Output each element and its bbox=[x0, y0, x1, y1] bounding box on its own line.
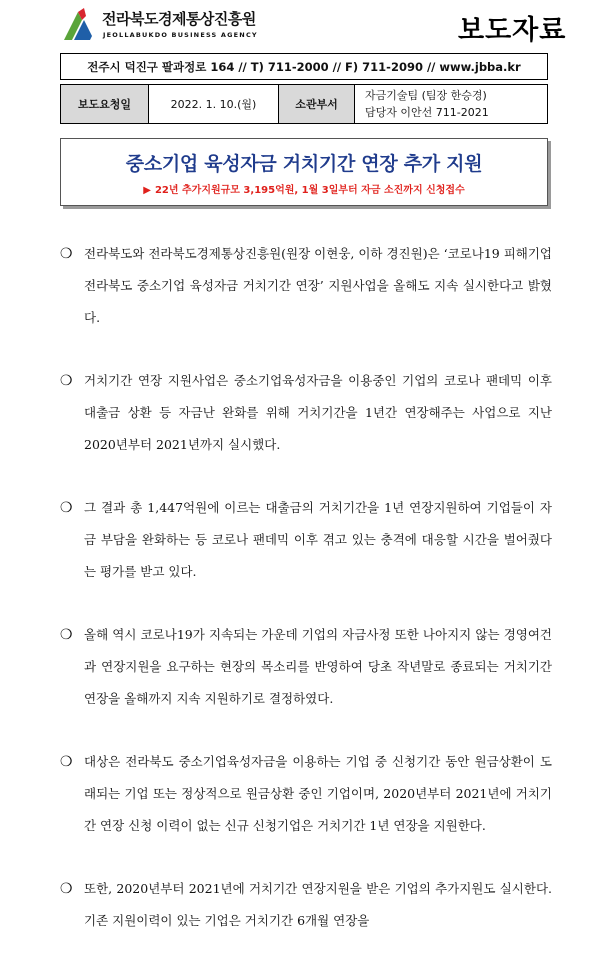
bullet-circle-icon: ❍ bbox=[60, 881, 73, 897]
paragraph-text: 그 결과 총 1,447억원에 이르는 대출금의 거치기간을 1년 연장지원하여 기업들이 자금 부담을 완화하는 등 코로나 팬데믹 이후 겪고 있는 충격에 대응할 시간을 벌어줬다는 평가를 받고 있다. bbox=[84, 500, 552, 579]
bullet-circle-icon: ❍ bbox=[60, 754, 73, 770]
article-body bbox=[60, 238, 552, 968]
date-value: 2022. 1. 10.(월) bbox=[148, 84, 278, 124]
contact-bar: 전주시 덕진구 팔과정로 164 // T) 711-2000 // F) 711-2090 // www.jbba.kr bbox=[60, 53, 548, 80]
dept-value bbox=[354, 84, 548, 124]
dept-contact: 담당자 이안선 711-2021 bbox=[365, 106, 489, 119]
paragraph-text: 전라북도와 전라북도경제통상진흥원(원장 이현웅, 이하 경진원)은 ‘코로나19 피해기업 전라북도 중소기업 육성자금 거치기간 연장’ 지원사업을 올해도 지속 실시한다고 밝혔다. bbox=[84, 246, 552, 325]
bullet-circle-icon: ❍ bbox=[60, 500, 73, 516]
subtitle-text: 22년 추가지원규모 3,195억원, 1월 3일부터 자금 소진까지 신청접수 bbox=[154, 185, 465, 196]
bullet-circle-icon: ❍ bbox=[60, 373, 73, 389]
title-box bbox=[60, 138, 548, 206]
header bbox=[60, 4, 567, 48]
paragraph-text: 올해 역시 코로나19가 지속되는 가운데 기업의 자금사정 또한 나아지지 않는 경영여건과 연장지원을 요구하는 현장의 목소리를 반영하여 당초 작년말로 종료되는 거치기간 연장을 올해까지 지속 지원하기로 결정하였다. bbox=[84, 627, 552, 706]
paragraph bbox=[60, 365, 552, 461]
page-subtitle bbox=[61, 181, 547, 196]
org-name-en: JEOLLABUKDO BUSINESS AGENCY bbox=[103, 31, 258, 39]
arrow-right-icon: ▶ bbox=[143, 185, 151, 196]
bullet-circle-icon: ❍ bbox=[60, 246, 73, 262]
paragraph-text: 대상은 전라북도 중소기업육성자금을 이용하는 기업 중 신청기간 동안 원금상환이 도래되는 기업 또는 정상적으로 원금상환 중인 기업이며, 2020년부터 2021년에 거치기간 연장 신청 이력이 없는 신규 신청기업은 거치기간 1년 연장을 지원한다. bbox=[84, 754, 552, 833]
paragraph bbox=[60, 746, 552, 842]
doc-type: 보도자료 bbox=[458, 15, 567, 46]
paragraph bbox=[60, 873, 552, 937]
paragraph-text: 또한, 2020년부터 2021년에 거치기간 연장지원을 받은 기업의 추가지원도 실시한다. 기존 지원이력이 있는 기업은 거치기간 6개월 연장을 bbox=[84, 881, 552, 928]
dept-team: 자금기술팀 (팀장 한승경) bbox=[365, 89, 487, 102]
paragraph-text: 거치기간 연장 지원사업은 중소기업육성자금을 이용중인 기업의 코로나 팬데믹 이후 대출금 상환 등 자금난 완화를 위해 거치기간을 1년간 연장해주는 사업으로 지난 2020년부터 2021년까지 실시했다. bbox=[84, 373, 552, 452]
date-label: 보도요청일 bbox=[60, 84, 148, 124]
dept-label: 소관부서 bbox=[278, 84, 354, 124]
page-title: 중소기업 육성자금 거치기간 연장 추가 지원 bbox=[125, 153, 483, 175]
bullet-circle-icon: ❍ bbox=[60, 627, 73, 643]
info-table bbox=[60, 84, 548, 124]
paragraph bbox=[60, 492, 552, 588]
paragraph bbox=[60, 619, 552, 715]
org-name: 전라북도경제통상진흥원 bbox=[102, 10, 256, 28]
jbba-logo-icon bbox=[60, 6, 96, 44]
paragraph bbox=[60, 238, 552, 334]
